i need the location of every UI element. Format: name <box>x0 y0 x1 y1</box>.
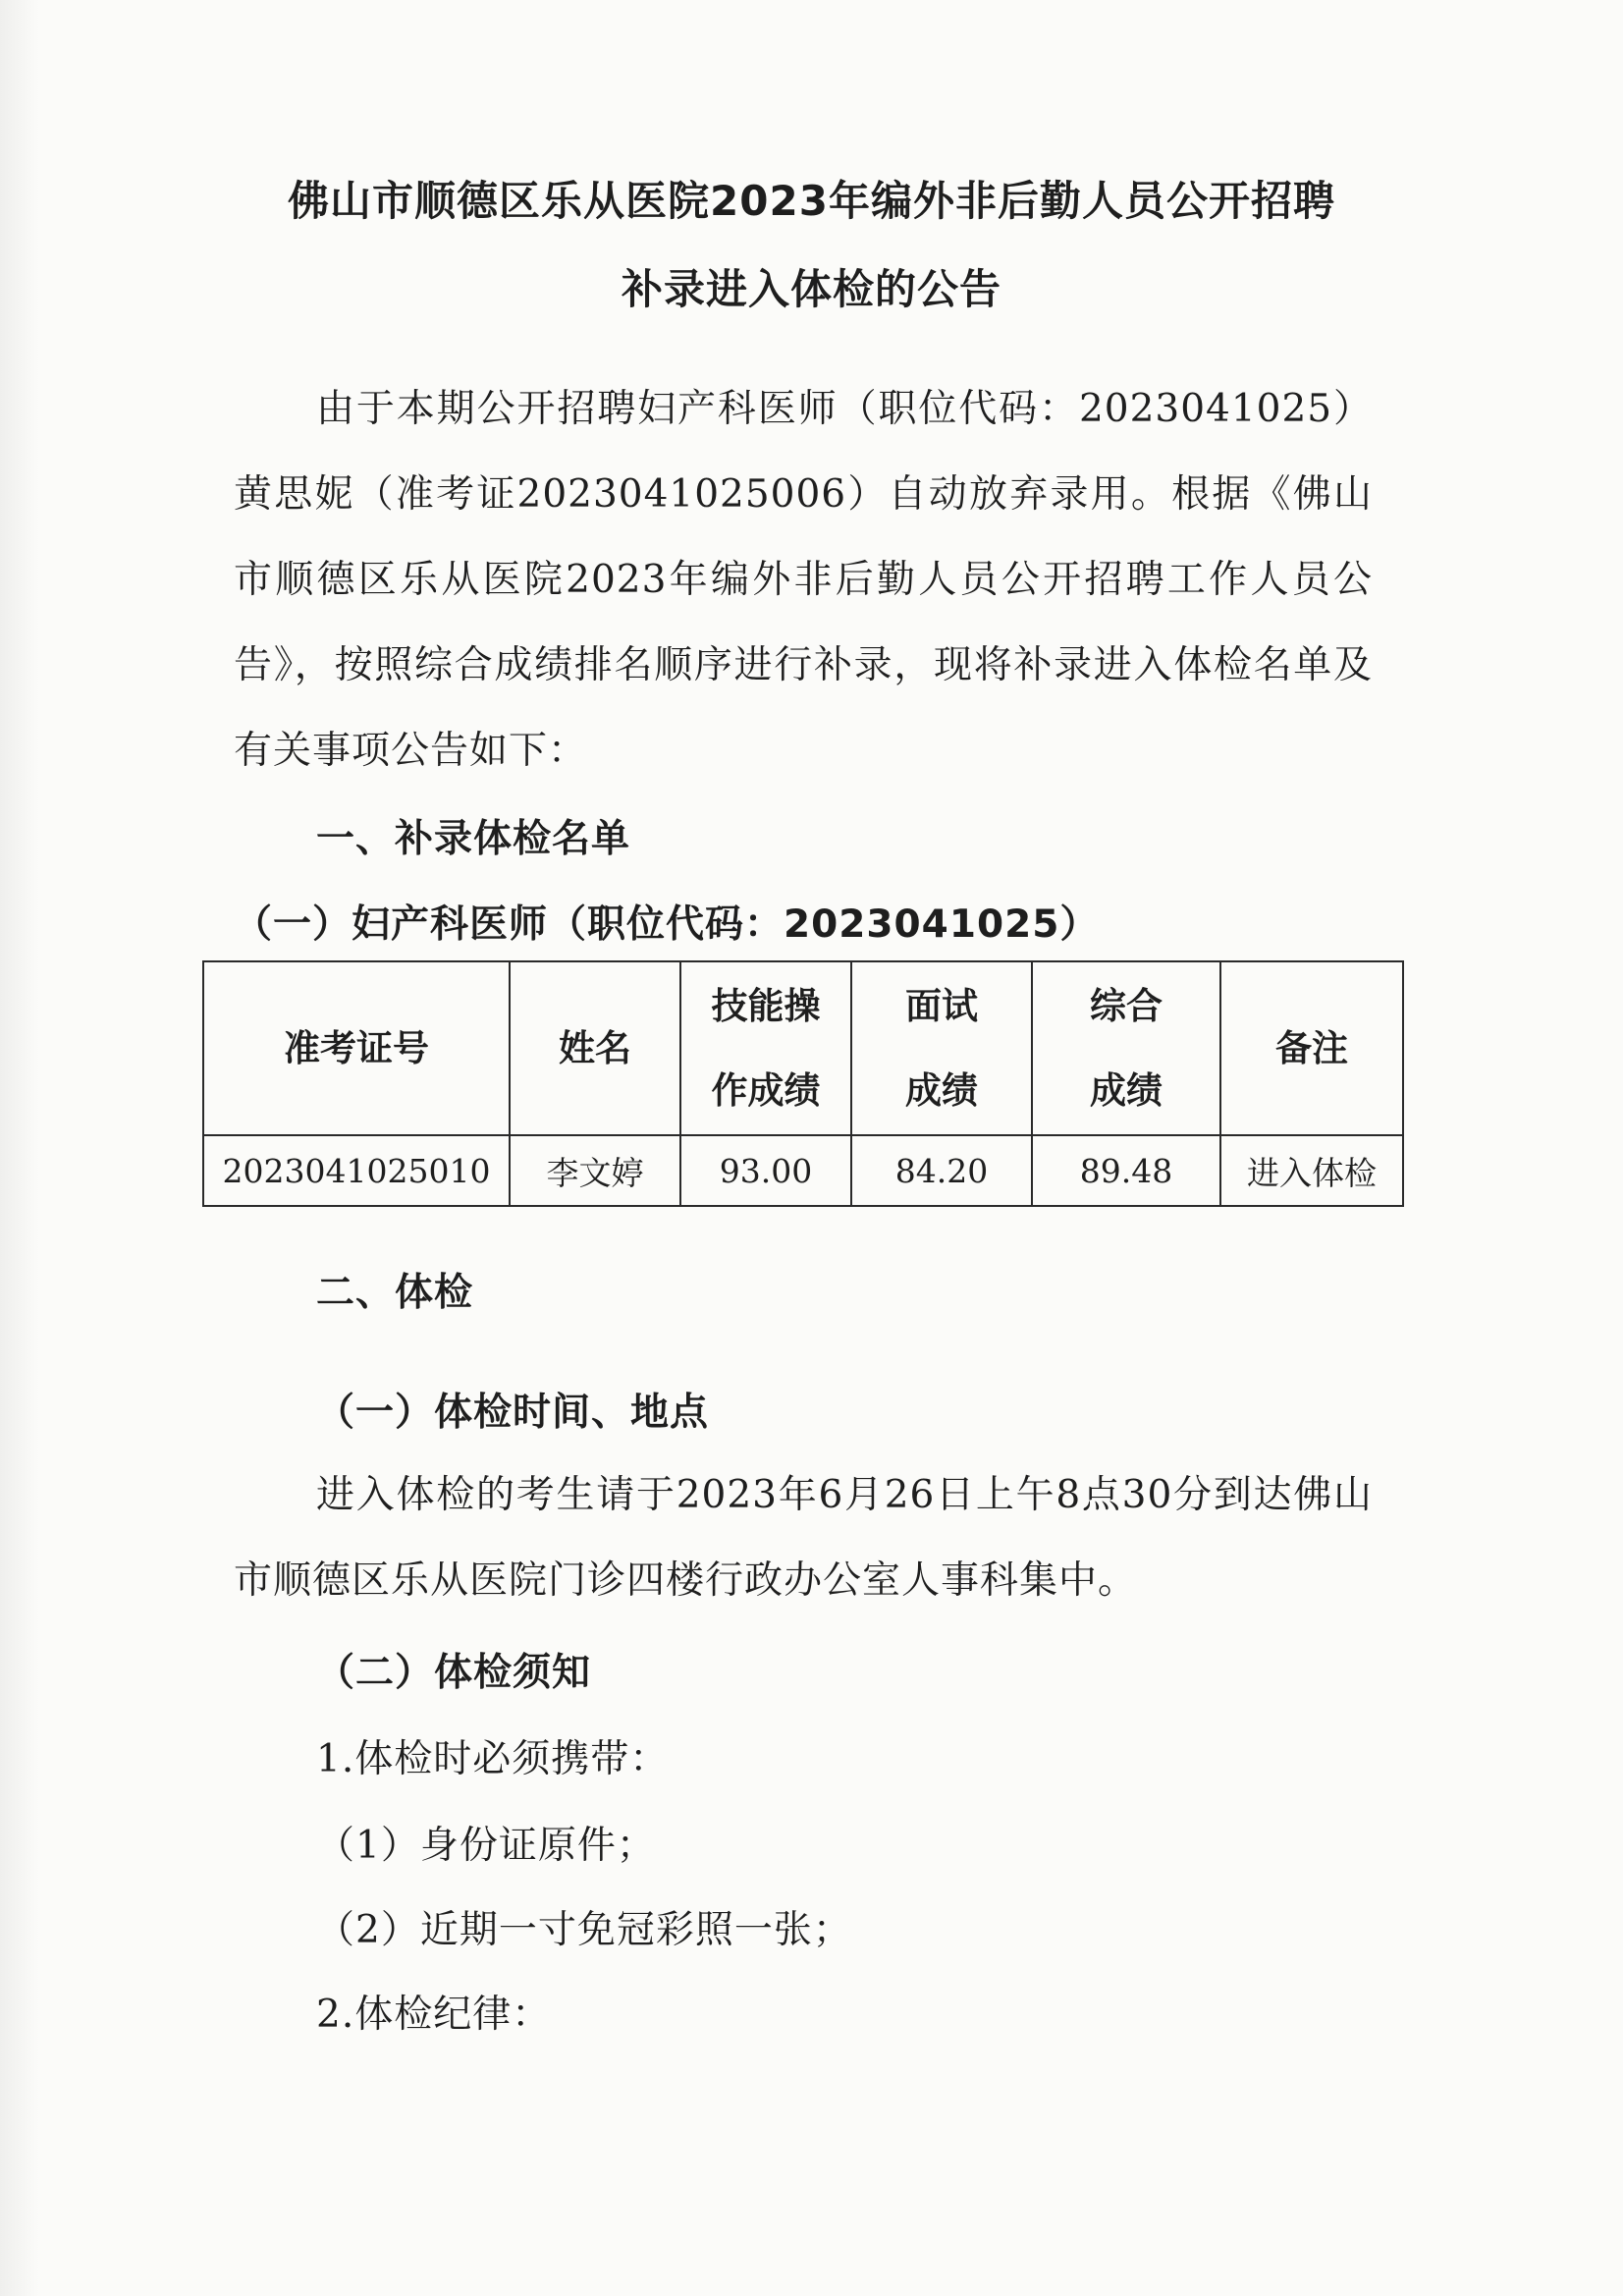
notice-item-1: 1.体检时必须携带： <box>316 1737 670 1781</box>
col-header-remark: 备注 <box>1220 961 1403 1135</box>
cell-interview-score: 84.20 <box>851 1135 1032 1206</box>
section1-heading: 一、补录体检名单 <box>316 817 631 861</box>
cell-remark: 进入体检 <box>1220 1135 1403 1206</box>
cell-total-score: 89.48 <box>1032 1135 1220 1206</box>
notice-item-2: 2.体检纪律： <box>316 1993 552 2037</box>
scan-edge-shadow <box>0 0 39 2296</box>
notice-item-1b: （2）近期一寸免冠彩照一张； <box>316 1908 852 1952</box>
section1-subheading: （一）妇产科医师（职位代码：2023041025） <box>234 902 1100 947</box>
document-title-line-1: 佛山市顺德区乐从医院2023年编外非后勤人员公开招聘 <box>288 177 1335 225</box>
cell-name: 李文婷 <box>510 1135 680 1206</box>
exam-time-place-paragraph: 进入体检的考生请于2023年6月26日上午8点30分到达佛山市顺德区乐从医院门诊四楼行政办公室人事科集中。 <box>234 1473 1373 1603</box>
intro-paragraph: 由于本期公开招聘妇产科医师（职位代码：2023041025）黄思妮（准考证2023041025006）自动放弃录用。根据《佛山市顺德区乐从医院2023年编外非后勤人员公开招聘工作人员公告》，按照综合成绩排名顺序进行补录，现将补录进入体检名单及有关事项公告如下： <box>234 387 1373 773</box>
col-header-total-score: 综合成绩 <box>1032 961 1220 1135</box>
document-title-line-2: 补录进入体检的公告 <box>621 265 1001 313</box>
section2-sub2-heading: （二）体检须知 <box>316 1651 592 1695</box>
section2-sub1-heading: （一）体检时间、地点 <box>316 1391 710 1435</box>
col-header-name: 姓名 <box>510 961 680 1135</box>
col-header-skill-score: 技能操作成绩 <box>680 961 851 1135</box>
score-table <box>202 960 1404 1207</box>
notice-item-1a: （1）身份证原件； <box>316 1824 656 1868</box>
cell-skill-score: 93.00 <box>680 1135 851 1206</box>
table-header-row <box>203 961 1403 1135</box>
cell-exam-number: 2023041025010 <box>203 1135 510 1206</box>
table-row <box>203 1135 1403 1206</box>
col-header-interview-score: 面试成绩 <box>851 961 1032 1135</box>
col-header-exam-number: 准考证号 <box>203 961 510 1135</box>
section2-heading: 二、体检 <box>316 1271 474 1315</box>
